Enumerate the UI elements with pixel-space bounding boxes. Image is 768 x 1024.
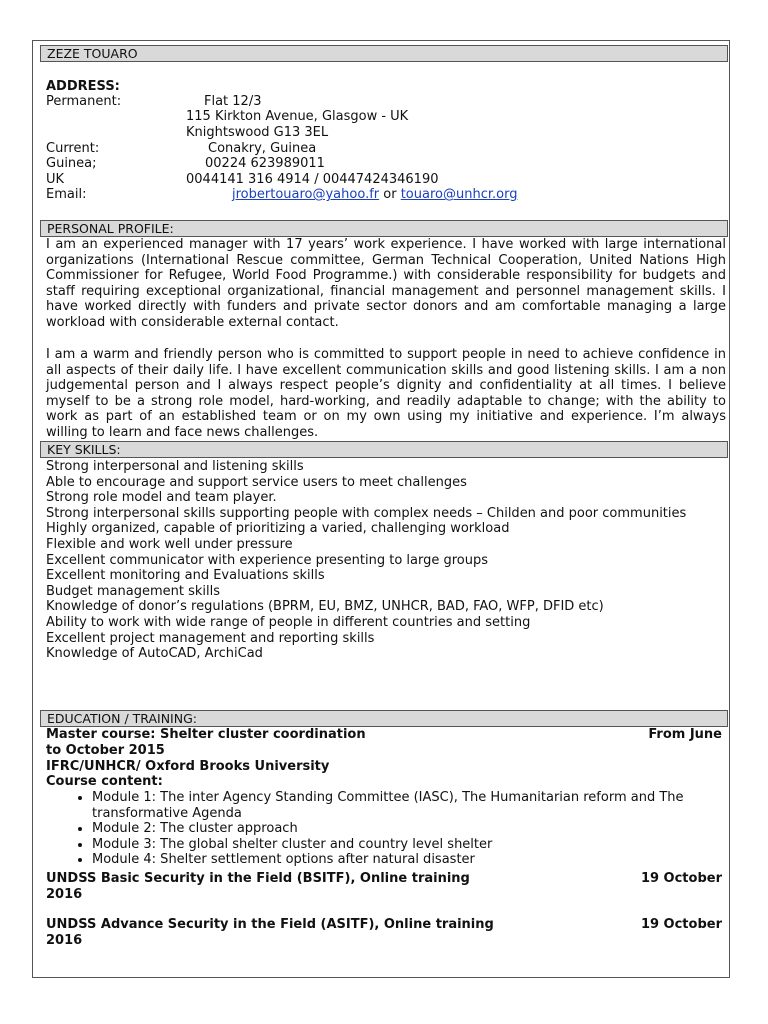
skill-item: Ability to work with wide range of people in different countries and setting [46,614,531,630]
profile-paragraph-1: I am an experienced manager with 17 years’ work experience. I have worked with large international organizations (International Rescue committee, German Technical Cooperation, United Nations High Commissioner for Refugee, World Food Programme.) with considerable responsibility for budgets and staff requiring exceptional organizational, financial management and personnel management skills. I have worked directly with funders and private sector donors and am comfortable managing a large workload with considerable external contact. [46,237,726,330]
course-1-date: From June [648,727,722,742]
email-link-unhcr[interactable]: touaro@unhcr.org [400,187,518,202]
skill-item: Budget management skills [46,583,221,599]
module-item: • Module 2: The cluster approach [92,821,768,837]
course-1-content-label: Course content: [46,774,163,789]
course-2-date-cont: 2016 [46,887,83,902]
course-1-date-cont: to October 2015 [46,743,165,758]
email-link-yahoo[interactable]: jrobertouaro@yahoo.fr [232,187,380,202]
education-heading: EDUCATION / TRAINING: [40,710,728,727]
current-value: Conakry, Guinea [208,141,317,156]
course-3-date: 19 October [640,917,722,932]
address-heading: ADDRESS: [46,79,120,94]
module-item: • Module 4: Shelter settlement options after natural disaster [92,852,768,868]
uk-phone: 0044141 316 4914 / 00447424346190 [186,172,439,187]
course-3-date-cont: 2016 [46,933,83,948]
email-line [232,187,517,203]
course-3-title: UNDSS Advance Security in the Field (ASITF), Online training [46,917,494,932]
skill-item: Excellent communicator with experience presenting to large groups [46,552,489,568]
module-item: • Module 1: The inter Agency Standing Committee (IASC), The Humanitarian reform and The transformative Agenda [92,790,768,821]
course-1-title-row [46,727,726,743]
profile-paragraph-2: I am a warm and friendly person who is committed to support people in need to achieve confidence in all aspects of their daily life. I have excellent communication skills and good listening skills. I am a non judgemental person and I always respect people’s dignity and confidentiality at all times. I believe myself to be a strong role model, hard-working, and readily adaptable to change; with the ability to work as part of an established team or on my own using my initiative and experience. I’m always willing to learn and face news challenges. [46,347,726,440]
skill-item: Strong interpersonal skills supporting people with complex needs – Childen and poor communities [46,505,687,521]
course-1-modules [46,790,768,868]
email-label: Email: [46,187,87,202]
permanent-label: Permanent: [46,94,122,109]
course-2-title: UNDSS Basic Security in the Field (BSITF), Online training [46,871,470,886]
skill-item: Strong role model and team player. [46,490,277,506]
skill-item: Excellent monitoring and Evaluations skills [46,568,325,584]
course-2-date: 19 October [640,871,722,886]
skill-item: Strong interpersonal and listening skills [46,459,304,474]
course-2-title-row [46,871,726,887]
skills-heading: KEY SKILLS: [40,441,728,458]
course-1-title: Master course: Shelter cluster coordination [46,727,366,742]
module-item: • Module 3: The global shelter cluster and country level shelter [92,837,768,853]
skill-item: Flexible and work well under pressure [46,536,293,552]
permanent-line-1: Flat 12/3 [204,94,262,109]
skill-item: Able to encourage and support service users to meet challenges [46,474,467,490]
email-or: or [379,187,401,202]
skill-item: Highly organized, capable of prioritizing a varied, challenging workload [46,521,510,537]
permanent-line-3: Knightswood G13 3EL [186,125,329,140]
current-label: Current: [46,141,100,156]
uk-label: UK [46,172,65,187]
guinea-label: Guinea; [46,156,97,171]
course-3-title-row [46,917,726,933]
profile-heading: PERSONAL PROFILE: [40,220,728,237]
permanent-line-2: 115 Kirkton Avenue, Glasgow - UK [186,109,409,124]
skill-item: Knowledge of donor’s regulations (BPRM, EU, BMZ, UNHCR, BAD, FAO, WFP, DFID etc) [46,599,604,615]
skills-list [46,459,726,662]
course-1-org: IFRC/UNHCR/ Oxford Brooks University [46,759,330,774]
skill-item: Knowledge of AutoCAD, ArchiCad [46,646,263,662]
skill-item: Excellent project management and reporting skills [46,630,375,646]
guinea-phone: 00224 623989011 [205,156,325,171]
name-header: ZEZE TOUARO [40,45,728,62]
